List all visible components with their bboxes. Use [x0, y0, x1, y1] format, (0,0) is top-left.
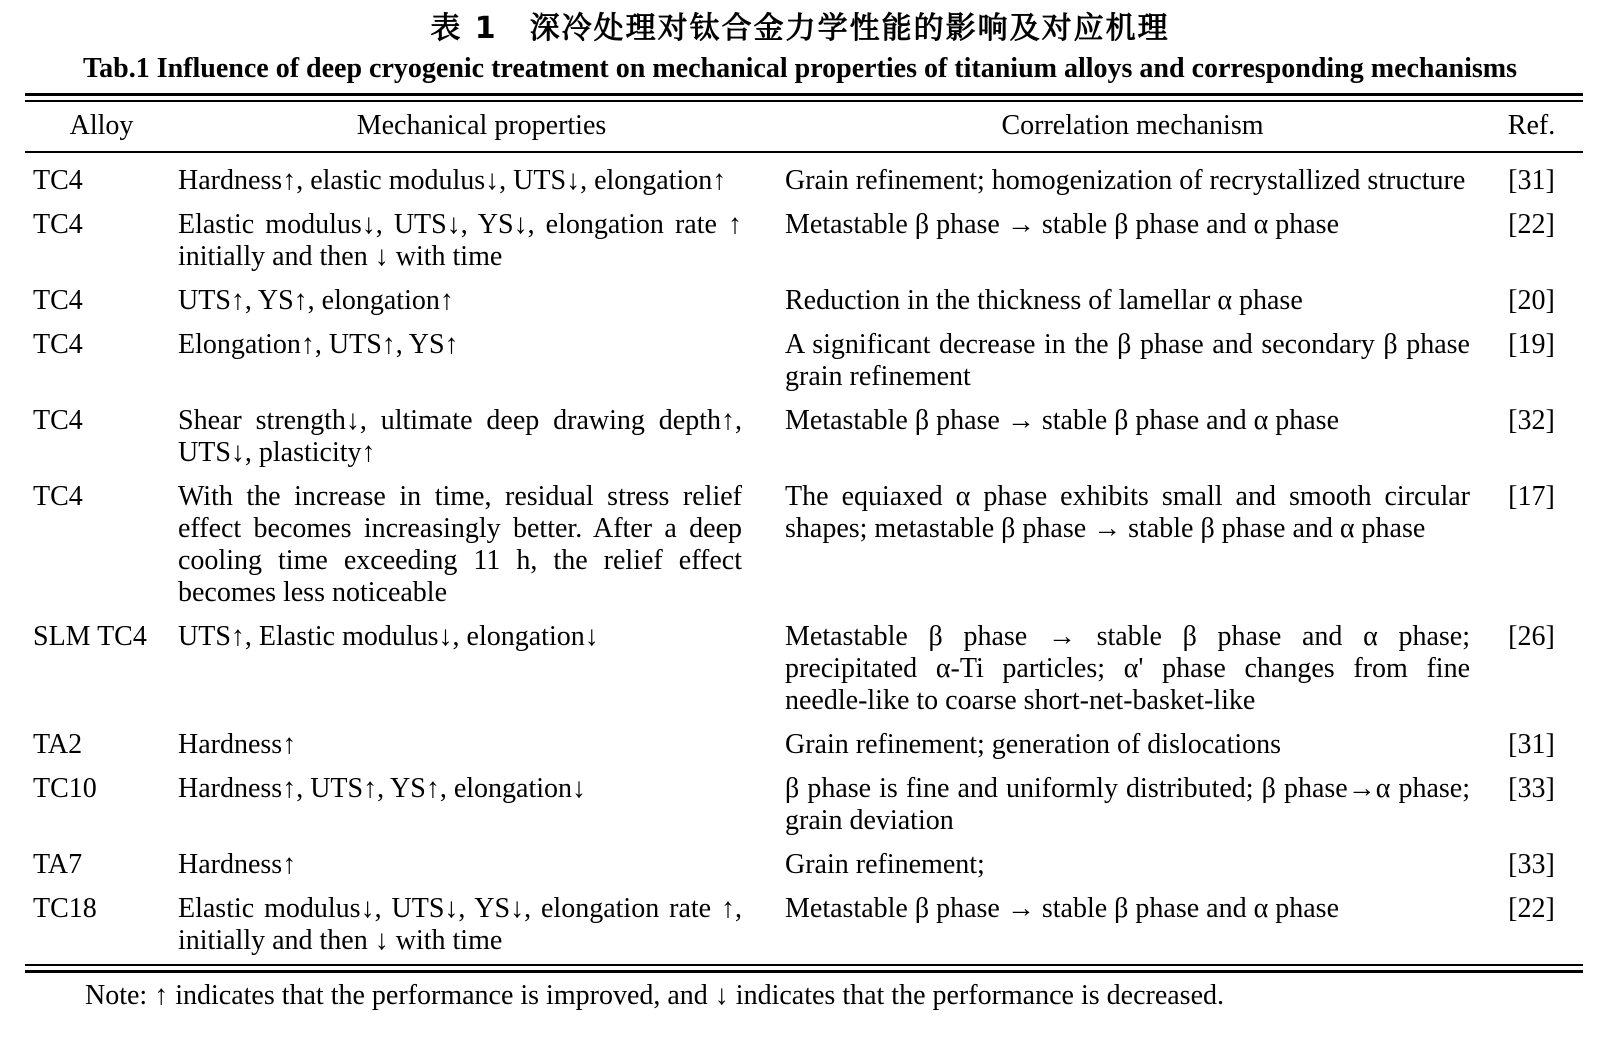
- cell-ref: [33]: [1508, 849, 1555, 880]
- table-body: [25, 152, 1583, 964]
- cell-alloy: TC4: [33, 329, 83, 360]
- cell-ref: [22]: [1508, 893, 1555, 924]
- table-header: [25, 102, 1583, 152]
- table-row: [25, 317, 1583, 393]
- cell-properties: Elastic modulus↓, UTS↓, YS↓, elongation rate ↑ initially and then ↓ with time: [178, 209, 742, 272]
- cell-ref: [26]: [1508, 621, 1555, 652]
- column-header-mechanism: Correlation mechanism: [785, 102, 1480, 152]
- cell-ref: [32]: [1508, 405, 1555, 436]
- cell-ref: [19]: [1508, 329, 1555, 360]
- table-footnote: Note: ↑ indicates that the performance is improved, and ↓ indicates that the performance is decreased.: [85, 980, 1225, 1011]
- table-top-rule: [25, 93, 1583, 102]
- cell-mechanism: Reduction in the thickness of lamellar α phase: [785, 285, 1303, 316]
- table-row: [25, 609, 1583, 717]
- cell-mechanism: The equiaxed α phase exhibits small and smooth circular shapes; metastable β phase → stable β phase and α phase: [785, 481, 1470, 544]
- table-row: [25, 197, 1583, 273]
- column-header-alloy: Alloy: [25, 102, 178, 152]
- cell-properties: With the increase in time, residual stress relief effect becomes increasingly better. After a deep cooling time exceeding 11 h, the relief effect becomes less noticeable: [178, 481, 742, 608]
- cell-ref: [20]: [1508, 285, 1555, 316]
- cell-mechanism: Grain refinement; homogenization of recrystallized structure: [785, 165, 1466, 196]
- table-row: [25, 881, 1583, 964]
- cell-alloy: TC4: [33, 165, 83, 196]
- cell-alloy: SLM TC4: [33, 621, 147, 652]
- cell-mechanism: Grain refinement;: [785, 849, 985, 880]
- cell-alloy: TA7: [33, 849, 83, 880]
- cell-mechanism: β phase is fine and uniformly distributed; β phase→α phase; grain deviation: [785, 773, 1470, 836]
- table-bottom-rule: [25, 964, 1583, 973]
- cell-mechanism: Metastable β phase → stable β phase and α phase: [785, 893, 1339, 924]
- cell-properties: Elastic modulus↓, UTS↓, YS↓, elongation rate ↑, initially and then ↓ with time: [178, 893, 742, 956]
- cell-ref: [31]: [1508, 729, 1555, 760]
- cell-mechanism: Metastable β phase → stable β phase and α phase: [785, 209, 1339, 240]
- cell-ref: [31]: [1508, 165, 1555, 196]
- cell-properties: Elongation↑, UTS↑, YS↑: [178, 329, 459, 360]
- cell-alloy: TC4: [33, 209, 83, 240]
- column-header-properties: Mechanical properties: [178, 102, 785, 152]
- cell-properties: Hardness↑: [178, 849, 297, 880]
- cell-properties: UTS↑, YS↑, elongation↑: [178, 285, 454, 316]
- cell-properties: Hardness↑: [178, 729, 297, 760]
- cell-properties: Shear strength↓, ultimate deep drawing depth↑, UTS↓, plasticity↑: [178, 405, 742, 468]
- cell-mechanism: Grain refinement; generation of dislocations: [785, 729, 1282, 760]
- cell-mechanism: Metastable β phase → stable β phase and α phase; precipitated α-Ti particles; α' phase changes from fine needle-like to coarse short-net-basket-like: [785, 621, 1470, 716]
- table-row: [25, 469, 1583, 609]
- table-row: [25, 837, 1583, 881]
- cell-ref: [33]: [1508, 773, 1555, 804]
- cell-alloy: TC4: [33, 405, 83, 436]
- cell-alloy: TC4: [33, 481, 83, 512]
- cell-ref: [22]: [1508, 209, 1555, 240]
- table-header-row: [25, 102, 1583, 152]
- table-row: [25, 717, 1583, 761]
- cell-alloy: TC10: [33, 773, 97, 804]
- table-row: [25, 393, 1583, 469]
- table-row: [25, 152, 1583, 197]
- table-row: [25, 761, 1583, 837]
- table-title-chinese: 表 1 深冷处理对钛合金力学性能的影响及对应机理: [430, 11, 1170, 46]
- cell-properties: Hardness↑, UTS↑, YS↑, elongation↓: [178, 773, 587, 804]
- column-header-ref: Ref.: [1480, 102, 1583, 152]
- cell-ref: [17]: [1508, 481, 1555, 512]
- cell-alloy: TC18: [33, 893, 97, 924]
- table-title-english: Tab.1 Influence of deep cryogenic treatment on mechanical properties of titanium alloys and corresponding mechanisms: [83, 53, 1517, 84]
- cell-properties: Hardness↑, elastic modulus↓, UTS↓, elongation↑: [178, 165, 727, 196]
- cell-alloy: TC4: [33, 285, 83, 316]
- mechanical-properties-table: [25, 102, 1583, 964]
- cell-mechanism: Metastable β phase → stable β phase and α phase: [785, 405, 1339, 436]
- cell-properties: UTS↑, Elastic modulus↓, elongation↓: [178, 621, 599, 652]
- cell-alloy: TA2: [33, 729, 83, 760]
- table-row: [25, 273, 1583, 317]
- cell-mechanism: A significant decrease in the β phase and secondary β phase grain refinement: [785, 329, 1470, 392]
